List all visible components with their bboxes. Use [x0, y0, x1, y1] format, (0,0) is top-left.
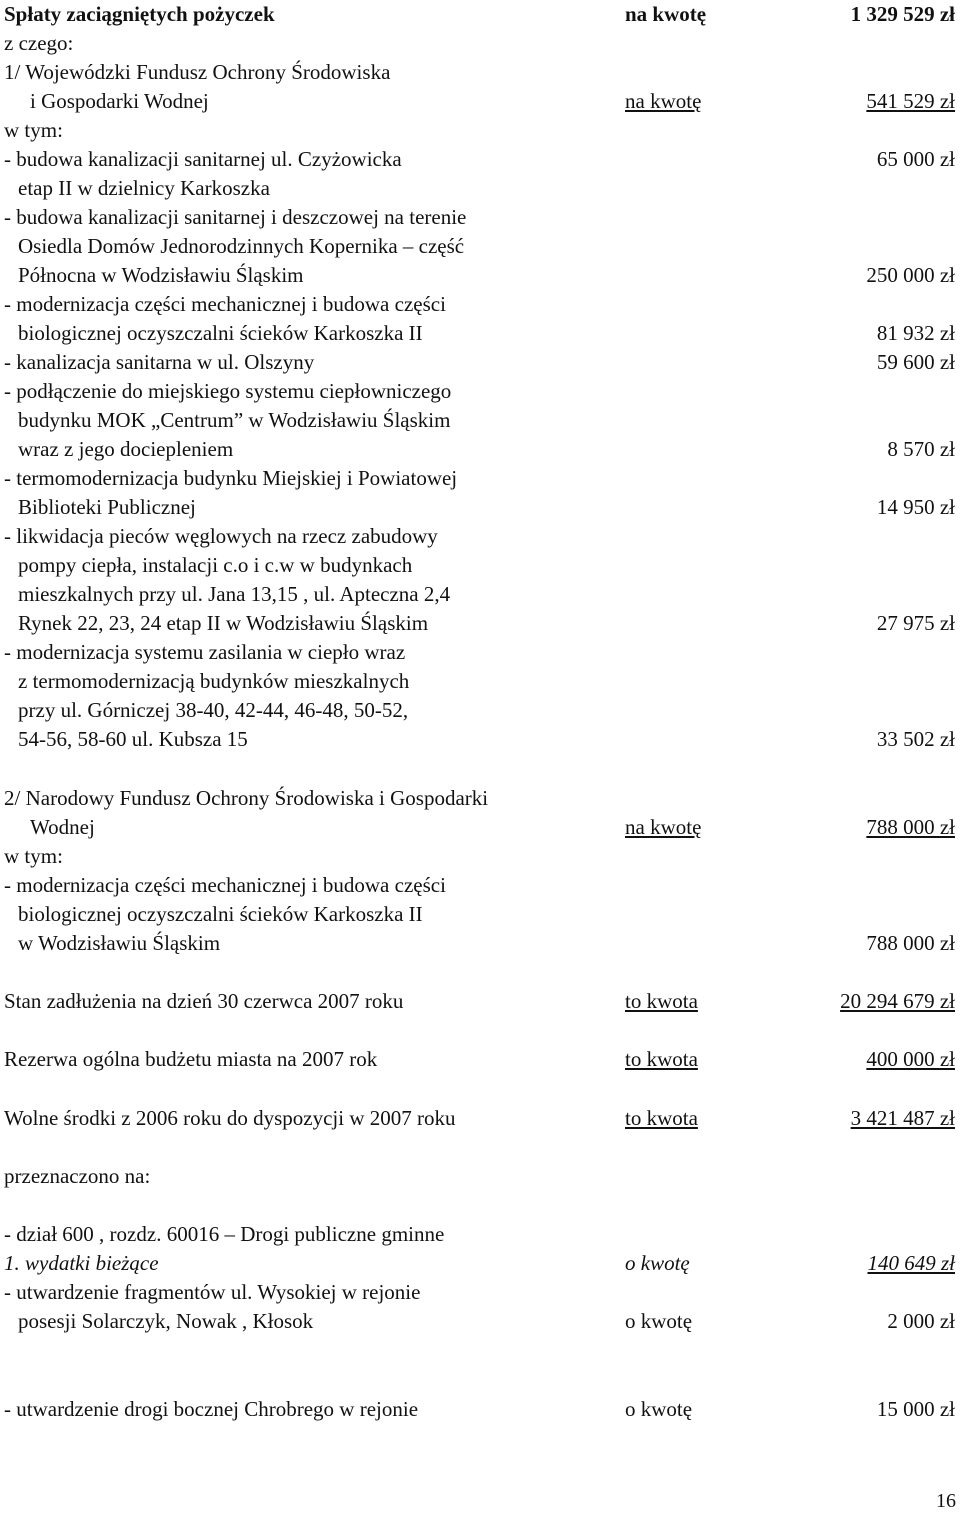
header-qualifier: na kwotę	[625, 2, 707, 26]
item-line: - modernizacja systemu zasilania w ciepło wraz	[4, 640, 406, 664]
item-amount: 81 932 zł	[876, 321, 955, 345]
item-amount: 8 570 zł	[887, 437, 955, 461]
list-item-cont	[0, 493, 960, 522]
item-line: 54-56, 58-60 ul. Kubsza 15	[18, 727, 248, 751]
wydatki-row	[0, 1249, 960, 1278]
item-line: przy ul. Górniczej 38-40, 42-44, 46-48, 50-52,	[18, 698, 409, 722]
list-item-cont	[0, 725, 960, 754]
summary-label: Wolne środki z 2006 roku do dyspozycji w 2007 roku	[4, 1106, 456, 1130]
fund2-title-row2	[0, 813, 960, 842]
list-item	[0, 522, 960, 551]
item-amount: 14 950 zł	[876, 495, 955, 519]
summary-label: Rezerwa ogólna budżetu miasta na 2007 rok	[4, 1047, 378, 1071]
utw2-row	[0, 1395, 960, 1424]
item-line: wraz z jego dociepleniem	[18, 437, 234, 461]
list-item-cont	[0, 319, 960, 348]
list-item-cont	[0, 232, 960, 261]
list-item-cont	[0, 435, 960, 464]
list-item-cont	[0, 609, 960, 638]
list-item-cont	[0, 667, 960, 696]
summary-qualifier: to kwota	[625, 1106, 698, 1130]
fund1-w-tym-row	[0, 116, 960, 145]
summary-amount: 3 421 487 zł	[850, 1106, 955, 1130]
item-line: - podłączenie do miejskiego systemu ciepłowniczego	[4, 379, 452, 403]
item-line: Północna w Wodzisławiu Śląskim	[18, 263, 304, 287]
fund2-qualifier: na kwotę	[625, 815, 702, 839]
dzial-label: - dział 600 , rozdz. 60016 – Drogi publiczne gminne	[4, 1222, 445, 1246]
utw2-amount: 15 000 zł	[876, 1397, 955, 1421]
fund2-title-cont: Wodnej	[30, 815, 95, 839]
wydatki-qualifier: o kwotę	[625, 1251, 690, 1275]
utw2-label: - utwardzenie drogi bocznej Chrobrego w rejonie	[4, 1397, 419, 1421]
summary-qualifier: to kwota	[625, 989, 698, 1013]
z-czego-row	[0, 29, 960, 58]
list-item	[0, 203, 960, 232]
fund1-title-row2	[0, 87, 960, 116]
fund2-title-row	[0, 784, 960, 813]
item-amount: 33 502 zł	[876, 727, 955, 751]
summary-row-debt	[0, 987, 960, 1016]
item-line: - termomodernizacja budynku Miejskiej i Powiatowej	[4, 466, 458, 490]
utw1-amount: 2 000 zł	[887, 1309, 955, 1333]
item-amount: 59 600 zł	[876, 350, 955, 374]
item-line: w Wodzisławiu Śląskim	[18, 931, 221, 955]
fund1-title-cont: i Gospodarki Wodnej	[30, 89, 209, 113]
list-item	[0, 377, 960, 406]
list-item-cont	[0, 696, 960, 725]
list-item	[0, 871, 960, 900]
item-line: etap II w dzielnicy Karkoszka	[18, 176, 270, 200]
item-line: biologicznej oczyszczalni ścieków Karkoszka II	[18, 902, 423, 926]
item-line: - kanalizacja sanitarna w ul. Olszyny	[4, 350, 315, 374]
utw1-line2: posesji Solarczyk, Nowak , Kłosok	[18, 1309, 314, 1333]
page-number: 16	[936, 1490, 956, 1512]
dzial-row	[0, 1220, 960, 1249]
przeznaczono-label: przeznaczono na:	[4, 1164, 151, 1188]
header-title: Spłaty zaciągniętych pożyczek	[4, 2, 275, 26]
item-line: z termomodernizacją budynków mieszkalnych	[18, 669, 410, 693]
item-line: Rynek 22, 23, 24 etap II w Wodzisławiu Śląskim	[18, 611, 429, 635]
list-item	[0, 464, 960, 493]
list-item-cont	[0, 551, 960, 580]
item-line: - budowa kanalizacji sanitarnej i deszczowej na terenie	[4, 205, 467, 229]
fund2-amount: 788 000 zł	[866, 815, 955, 839]
item-line: mieszkalnych przy ul. Jana 13,15 , ul. Apteczna 2,4	[18, 582, 451, 606]
fund1-w-tym: w tym:	[4, 118, 63, 142]
summary-amount: 20 294 679 zł	[840, 989, 955, 1013]
item-amount: 65 000 zł	[876, 147, 955, 171]
item-amount: 788 000 zł	[866, 931, 955, 955]
summary-row-free-funds	[0, 1104, 960, 1133]
item-amount: 250 000 zł	[866, 263, 955, 287]
utw1-qualifier: o kwotę	[625, 1309, 693, 1333]
fund2-w-tym-row	[0, 842, 960, 871]
list-item-cont	[0, 900, 960, 929]
fund1-amount: 541 529 zł	[866, 89, 955, 113]
utw1-row2	[0, 1307, 960, 1336]
list-item	[0, 638, 960, 667]
item-line: - modernizacja części mechanicznej i budowa części	[4, 873, 446, 897]
item-line: budynku MOK „Centrum” w Wodzisławiu Śląskim	[18, 408, 451, 432]
summary-row-reserve	[0, 1045, 960, 1074]
summary-amount: 400 000 zł	[866, 1047, 955, 1071]
fund2-title: 2/ Narodowy Fundusz Ochrony Środowiska i Gospodarki	[4, 786, 489, 810]
wydatki-label: 1. wydatki bieżące	[4, 1251, 159, 1275]
list-item-cont	[0, 580, 960, 609]
summary-qualifier: to kwota	[625, 1047, 698, 1071]
item-line: Osiedla Domów Jednorodzinnych Kopernika – część	[18, 234, 465, 258]
item-line: - budowa kanalizacji sanitarnej ul. Czyżowicka	[4, 147, 402, 171]
item-line: - modernizacja części mechanicznej i budowa części	[4, 292, 446, 316]
list-item	[0, 290, 960, 319]
fund2-w-tym: w tym:	[4, 844, 63, 868]
fund1-title-row	[0, 58, 960, 87]
item-line: pompy ciepła, instalacji c.o i c.w w budynkach	[18, 553, 413, 577]
list-item	[0, 348, 960, 377]
utw2-qualifier: o kwotę	[625, 1397, 693, 1421]
fund1-title: 1/ Wojewódzki Fundusz Ochrony Środowiska	[4, 60, 391, 84]
item-line: biologicznej oczyszczalni ścieków Karkoszka II	[18, 321, 423, 345]
przeznaczono-row	[0, 1162, 960, 1191]
list-item-cont	[0, 929, 960, 958]
item-line: - likwidacja pieców węglowych na rzecz zabudowy	[4, 524, 438, 548]
wydatki-amount: 140 649 zł	[867, 1251, 955, 1275]
header-amount: 1 329 529 zł	[850, 2, 955, 26]
utw1-row	[0, 1278, 960, 1307]
item-amount: 27 975 zł	[876, 611, 955, 635]
z-czego-label: z czego:	[4, 31, 74, 55]
summary-label: Stan zadłużenia na dzień 30 czerwca 2007 roku	[4, 989, 404, 1013]
list-item-cont	[0, 174, 960, 203]
list-item	[0, 145, 960, 174]
fund1-qualifier: na kwotę	[625, 89, 702, 113]
list-item-cont	[0, 406, 960, 435]
list-item-cont	[0, 261, 960, 290]
utw1-line1: - utwardzenie fragmentów ul. Wysokiej w rejonie	[4, 1280, 421, 1304]
header-row	[0, 0, 960, 29]
item-line: Biblioteki Publicznej	[18, 495, 196, 519]
